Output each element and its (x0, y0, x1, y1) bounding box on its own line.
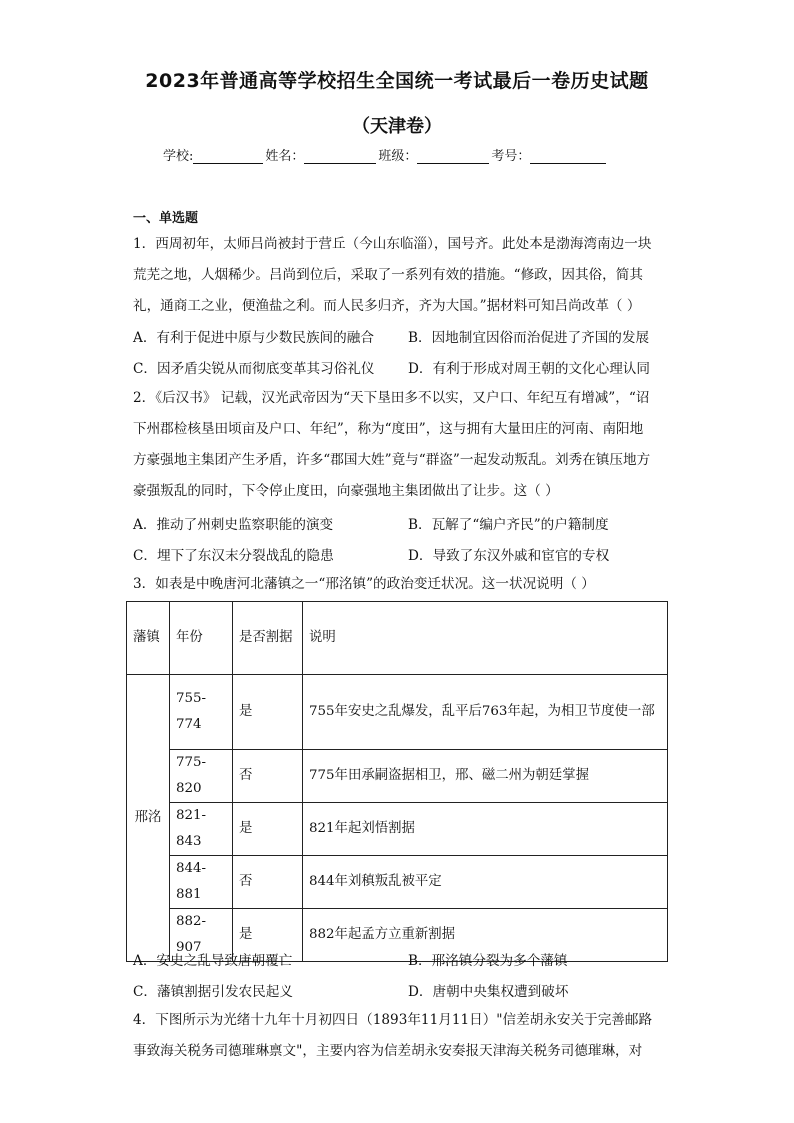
years-cell: 755-774 (170, 675, 233, 750)
name-blank[interactable] (304, 149, 376, 164)
question-line: 2．《后汉书》 记载，汉光武帝因为“天下垦田多不以实，又户口、年纪互有增减”，“诏 (133, 390, 650, 406)
table-row (127, 856, 668, 909)
question-1-options-row-2 (133, 357, 673, 381)
question-2-stem (133, 383, 663, 507)
question-line: 荒芜之地，人烟稀少。吕尚到位后，采取了一系列有效的措施。“修政，因其俗，简其 (133, 267, 643, 283)
region-cell: 邢洺 (127, 675, 170, 962)
option-b[interactable]: B．瓦解了“编户齐民”的户籍制度 (408, 517, 609, 533)
section-title: 一、单选题 (133, 211, 199, 226)
question-line: 方豪强地主集团产生矛盾，许多“郡国大姓”竟与“群盗”一起发动叛乱。刘秀在镇压地方 (133, 452, 651, 468)
name-label: 姓名： (265, 149, 305, 164)
class-label: 班级： (378, 149, 418, 164)
school-label: 学校: (163, 149, 194, 164)
option-b[interactable]: B．邢洺镇分裂为多个藩镇 (408, 953, 568, 969)
question-4-stem (133, 1005, 663, 1067)
table-row (127, 675, 668, 750)
class-blank[interactable] (417, 149, 489, 164)
question-line: 豪强叛乱的同时，下令停止度田，向豪强地主集团做出了让步。这（ ） (133, 483, 559, 499)
option-d[interactable]: D．导致了东汉外戚和宦官的专权 (408, 548, 610, 564)
question-line: 4．下图所示为光绪十九年十月初四日（1893年11月11日）"信差胡永安关于完善邮路 (133, 1012, 653, 1028)
separatist-cell: 否 (233, 856, 303, 909)
option-d[interactable]: D．有利于形成对周王朝的文化心理认同 (408, 361, 650, 377)
note-cell: 821年起刘悟割据 (303, 803, 668, 856)
separatist-cell: 是 (233, 909, 303, 962)
question-3-options-row-2 (133, 980, 673, 1004)
exam-title: 2023年普通高等学校招生全国统一考试最后一卷历史试题 (145, 70, 649, 92)
option-c[interactable]: C．藩镇割据引发农民起义 (133, 984, 293, 1000)
question-line: 3．如表是中晚唐河北藩镇之一“邢洺镇”的政治变迁状况。这一状况说明（ ） (133, 576, 595, 592)
note-cell: 775年田承嗣盗据相卫，邢、磁二州为朝廷掌握 (303, 750, 668, 803)
table-header-cell: 藩镇 (127, 602, 170, 675)
option-a[interactable]: A．安史之乱导致唐朝覆亡 (133, 953, 293, 969)
question-1-stem (133, 229, 663, 322)
table-row (127, 803, 668, 856)
years-cell: 821-843 (170, 803, 233, 856)
question-2-options-row-1 (133, 513, 673, 537)
school-blank[interactable] (193, 149, 263, 164)
question-line: 下州郡检核垦田顷亩及户口、年纪”，称为“度田”，这与拥有大量田庄的河南、南阳地 (133, 421, 644, 437)
separatist-cell: 是 (233, 803, 303, 856)
years-cell: 775-820 (170, 750, 233, 803)
table-row (127, 750, 668, 803)
exam-number-label: 考号： (491, 149, 531, 164)
question-line: 1．西周初年，太师吕尚被封于营丘（今山东临淄），国号齐。此处本是渤海湾南边一块 (133, 236, 652, 252)
table-header-row (127, 602, 668, 675)
note-cell: 882年起孟方立重新割据 (303, 909, 668, 962)
option-a[interactable]: A．有利于促进中原与少数民族间的融合 (133, 330, 374, 346)
exam-number-blank[interactable] (530, 149, 606, 164)
table-header-cell: 是否割据 (233, 602, 303, 675)
question-line: 事致海关税务司德璀琳禀文"，主要内容为信差胡永安奏报天津海关税务司德璀琳，对 (133, 1043, 643, 1059)
separatist-cell: 否 (233, 750, 303, 803)
separatist-cell: 是 (233, 675, 303, 750)
question-1-options-row-1 (133, 326, 673, 350)
fanzhen-table (126, 601, 668, 962)
years-cell: 882-907 (170, 909, 233, 962)
option-c[interactable]: C．埋下了东汉末分裂战乱的隐患 (133, 548, 334, 564)
table-header-cell: 说明 (303, 602, 668, 675)
note-cell: 844年刘稹叛乱被平定 (303, 856, 668, 909)
years-cell: 844-881 (170, 856, 233, 909)
option-a[interactable]: A．推动了州刺史监察职能的演变 (133, 517, 334, 533)
table-header-cell: 年份 (170, 602, 233, 675)
exam-subtitle: （天津卷） (352, 116, 442, 137)
option-c[interactable]: C．因矛盾尖锐从而彻底变革其习俗礼仪 (133, 361, 375, 377)
student-info-line (163, 145, 608, 164)
question-3-stem (133, 569, 663, 600)
question-2-options-row-2 (133, 544, 673, 568)
question-3-options-row-1 (133, 949, 673, 973)
option-d[interactable]: D．唐朝中央集权遭到破坏 (408, 984, 569, 1000)
note-cell: 755年安史之乱爆发，乱平后763年起，为相卫节度使一部 (303, 675, 668, 750)
question-line: 礼，通商工之业，便渔盐之利。而人民多归齐，齐为大国。”据材料可知吕尚改革（ ） (133, 298, 641, 314)
option-b[interactable]: B．因地制宜因俗而治促进了齐国的发展 (408, 330, 650, 346)
